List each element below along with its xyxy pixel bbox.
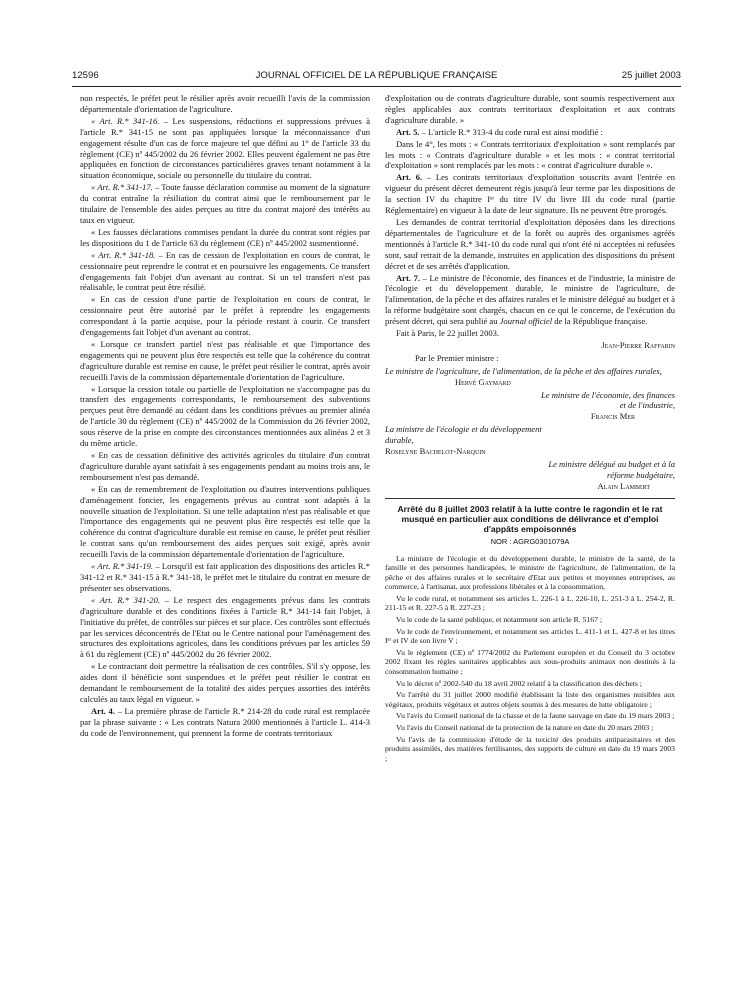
paragraph-text: de la République française. — [552, 316, 648, 327]
paragraph: Dans le 4°, les mots : « Contrats territoriaux d'exploitation » sont remplacés par les mots : « Contrats d'agriculture durable » et les mots : « contrat territorial d'exploitation » sont remplacés par les mots : « contrat d'agriculture durable ». — [385, 138, 675, 171]
article-ref: « Art. R.* 341-17. — [91, 182, 153, 193]
right-column — [385, 93, 675, 765]
arrete-body — [385, 554, 675, 764]
paragraph — [80, 706, 370, 739]
section-divider — [385, 498, 675, 499]
visa: Vu le décret nº 2002-540 du 18 avril 2002 relatif à la classification des déchets ; — [396, 678, 642, 688]
visa: Vu l'avis de la commission d'étude de la toxicité des produits antiparasitaires et des produits assimilés, des matières fertilisantes, des supports de culture en date du 19 mars 2003 ; — [385, 734, 675, 763]
minister-name: Francis Mer — [590, 411, 635, 422]
paragraph: « En cas de cessation définitive des activités agricoles du titulaire d'un contrat d'agriculture durable ayant satisfait à ses engagements pendant au moins trois ans, le remboursement n'est pas demandé. — [80, 450, 370, 482]
minister-title: Le ministre délégué au budget et à la réforme budgétaire, — [548, 459, 675, 480]
article-ref: « Art. R.* 341-19. — [91, 561, 154, 572]
visa: Vu le code de l'environnement, et notamment ses articles L. 411-1 et L. 427-8 et les titres Iᵉʳ et IV de son livre V ; — [385, 626, 675, 646]
paragraph: d'exploitation ou de contrats d'agriculture durable, sont soumis respectivement aux règles applicables aux contrats territoriaux d'exploitation et aux contrats d'agriculture durable. » — [385, 93, 675, 125]
issue-date: 25 juillet 2003 — [621, 70, 681, 81]
paragraph: « Les fausses déclarations commises pendant la durée du contrat sont régies par les dispositions du 1 de l'article 63 du règlement (CE) nº 445/2002 susmentionné. — [80, 226, 370, 248]
visa: Vu le code de la santé publique, et notamment son article R. 5167 ; — [396, 615, 602, 625]
minister-title: La ministre de l'écologie et du développement durable, — [385, 424, 542, 446]
page-header — [72, 70, 681, 87]
minister-title: Le ministre de l'économie, des finances et de l'industrie, — [541, 389, 675, 411]
visa: Vu le règlement (CE) nº 1774/2002 du Parlement européen et du Conseil du 3 octobre 2002 fixant les règles sanitaires applicables aux sous-produits animaux non destinés à la consommation humaine ; — [385, 647, 675, 677]
paragraph — [385, 127, 675, 138]
paragraph — [80, 595, 370, 660]
paragraph-text: – La première phrase de l'article R.* 214-28 du code rural est remplacée par la phrase suivante : « Les contrats Natura 2000 mentionnés à l'article L. 414-3 du code de l'environnement, qui prennent la forme de contrats territoriaux — [80, 705, 370, 738]
paragraph: La ministre de l'écologie et du développement durable, le ministre de la santé, de la famille et des personnes handicapées, le ministre de l'agriculture, de l'alimentation, de la pêche et des affaires rurales et le secrétaire d'Etat aux petites et moyennes entreprises, au commerce, à l'artisanat, aux professions libérales et à la consommation, — [385, 553, 675, 592]
paragraph — [385, 172, 675, 216]
minister-name: Hervé Gaymard — [455, 376, 511, 387]
paragraph-text: – Les contrats territoriaux d'exploitation souscrits avant l'entrée en vigueur du présent décret demeurent régis jusqu'à leur terme par les dispositions de la section IV du chapitre Iᵉʳ du titre IV du livre III du code rural (partie Réglementaire) en vigueur à la date de leur signature. Ils ne peuvent être prorogés. — [385, 172, 675, 216]
journal-reference: Journal officiel — [499, 316, 553, 327]
article-ref: Art. 7. — [396, 272, 420, 283]
article-ref: « Art. R.* 341-20. — [91, 594, 160, 605]
paragraph: « Lorsque la cession totale ou partielle de l'exploitation ne s'accompagne pas du transfert des engagements correspondants, le remboursement des subventions perçues peut être demandé au cédant dans les conditions prévues au premier alinéa de l'article 30 du règlement (CE) nº 445/2002 de la Commission du 26 février 2002, sous réserve de la prise en compte des circonstances mentionnées aux alinéas 2 et 3 du même article. — [80, 383, 370, 449]
paragraph-text: – En cas de cession de l'exploitation en cours de contrat, le cessionnaire peut reprendre le contrat et en poursuivre les engagements. Ce transfert d'engagements fait l'objet d'un avenant au contrat. Si un tel transfert n'est pas réalisable, le contrat peut être résilié. — [80, 249, 370, 293]
paragraph-text: – Toute fausse déclaration commise au moment de la signature du contrat entraîne la résiliation du contrat ainsi que le remboursement par le titulaire de l'ensemble des aides perçues au titre du contrat majoré des intérêts au taux en vigueur. — [80, 182, 370, 225]
par-premier-ministre: Par le Premier ministre : — [415, 352, 499, 363]
minister-name: Alain Lambert — [597, 480, 650, 491]
article-ref: Art. 4. — [91, 705, 115, 716]
arrete-title: Arrêté du 8 juillet 2003 relatif à la lutte contre le ragondin et le rat musqué en particulier aux conditions de délivrance et d'emploi d'appâts empoisonnés — [397, 503, 663, 535]
left-column — [80, 93, 370, 740]
journal-title: JOURNAL OFFICIEL DE LA RÉPUBLIQUE FRANÇAISE — [255, 70, 498, 81]
minister-title: Le ministre de l'agriculture, de l'alimentation, de la pêche et des affaires rurales, — [385, 365, 662, 376]
minister-name: Roselyne Bachelot-Narquin — [385, 446, 486, 457]
signature-pm: Jean-Pierre Raffarin — [601, 339, 675, 350]
paragraph-text: – Le ministre de l'économie, des finances et de l'industrie, la ministre de l'écologie et du développement durable, le ministre de l'agriculture, de l'alimentation, de la pêche et des affaires rurales et le ministre délégué au budget et à la réforme budgétaire sont chargés, chacun en ce qui le concerne, de l'exécution du présent décret, qui sera publié au — [385, 272, 675, 327]
article-ref: Art. 5. — [396, 126, 420, 137]
paragraph-text: – Le respect des engagements prévus dans les contrats d'agriculture durable et des conditions fixées à l'article R.* 341-14 fait l'objet, à l'initiative du préfet, de contrôles sur pièces et sur place. Ces contrôles sont effectués par les services déconcentrés de l'Etat ou le Centre national pour l'aménagement des structures des exploitations agricoles, dans les conditions prévues par les articles 59 à 61 du règlement (CE) nº 445/2002 du 26 février 2002. — [80, 594, 370, 660]
paragraph: non respectés, le préfet peut le résilier après avoir recueilli l'avis de la commission départementale d'orientation de l'agriculture. — [80, 93, 370, 114]
paragraph — [80, 116, 370, 181]
paragraph — [80, 182, 370, 226]
paragraph: « Lorsque ce transfert partiel n'est pas réalisable et que l'importance des engagements qui ne peuvent plus être respectés est telle que la cohérence du contrat d'agriculture durable est remise en cause, le préfet peut résilier le contrat, après avoir recueilli l'avis de la commission départementale d'orientation de l'agriculture. — [80, 338, 370, 382]
visa: Vu le code rural, et notamment ses articles L. 226-1 à L. 226-10, L. 251-3 à L. 254-2, R. 211-15 et R. 227-5 à R. 227-23 ; — [385, 593, 675, 613]
visa: Vu l'arrêté du 31 juillet 2000 modifié établissant la liste des organismes nuisibles aux végétaux, produits végétaux et autres objets soumis à des mesures de lutte obligatoire ; — [385, 690, 675, 709]
article-ref: Art. 6. — [396, 172, 423, 183]
visa: Vu l'avis du Conseil national de la protection de la nature en date du 20 mars 2003 ; — [396, 723, 654, 733]
article-ref: « Art. R.* 341-16. — [91, 115, 160, 126]
page-number: 12596 — [72, 70, 99, 81]
paragraph: Les demandes de contrat territorial d'exploitation déposées dans les directions départementales de l'agriculture et de la forêt ou auprès des organismes agréés mentionnés à l'article R.* 341-10 du code rural qui n'ont été ni acceptées ni refusées sont, sauf retrait de la demande, instruites en application des dispositions du présent décret et de ses arrêtés d'application. — [385, 216, 675, 271]
paragraph-text: – Les suspensions, réductions et suppressions prévues à l'article R.* 341-15 ne sont pas appliquées lorsque la méconnaissance d'un engagement résulte d'un cas de force majeure tel que défini au 1° de l'article 33 du règlement (CE) nº 445/2002 du 26 février 2002. Elles peuvent également ne pas être appliquées en fonction de circonstances particulières graves tenant notamment à la situation économique, sociale ou personnelle du titulaire du contrat. — [80, 115, 370, 181]
paragraph-text: – L'article R.* 313-4 du code rural est ainsi modifié : — [419, 126, 603, 137]
paragraph — [80, 250, 370, 294]
done-at: Fait à Paris, le 22 juillet 2003. — [396, 328, 500, 339]
paragraph — [385, 273, 675, 328]
visa: Vu l'avis du Conseil national de la chasse et de la faune sauvage en date du 19 mars 2003 ; — [396, 711, 675, 721]
paragraph: « En cas de cession d'une partie de l'exploitation en cours de contrat, le cessionnaire peut être autorisé par le préfet à reprendre les engagements correspondant à la partie acquise, pour la période restant à courir. Ce transfert d'engagements fait l'objet d'un avenant au contrat. — [80, 294, 370, 338]
paragraph-text: – Lorsqu'il est fait application des dispositions des articles R.* 341-12 et R.* 341-15 à R.* 341-18, le préfet met le titulaire du contrat en mesure de présenter ses observations. — [80, 561, 370, 593]
article-ref: « Art. R.* 341-18. — [91, 249, 156, 260]
paragraph: « En cas de remembrement de l'exploitation ou d'autres interventions publiques d'aménagement foncier, les engagements prévus au contrat sont adaptés à la nouvelle situation de l'exploitation. Si une telle adaptation n'est pas réalisable et que l'importance des engagements qui ne peuvent plus être respectés est telle que la cohérence du contrat d'agriculture durable est remise en cause, le préfet peut résilier le contrat sans qu'un remboursement des aides perçues soit exigé, après avoir recueilli l'avis de la commission départementale d'orientation de l'agriculture. — [80, 483, 370, 560]
paragraph — [80, 561, 370, 594]
paragraph: « Le contractant doit permettre la réalisation de ces contrôles. S'il s'y oppose, les aides dont il bénéficie sont suspendues et le préfet peut résilier le contrat en demandant le remboursement de la totalité des aides perçues assorties des intérêts calculés au taux légal en vigueur. » — [80, 661, 370, 704]
nor-reference: NOR : AGRG0301079A — [490, 536, 570, 546]
